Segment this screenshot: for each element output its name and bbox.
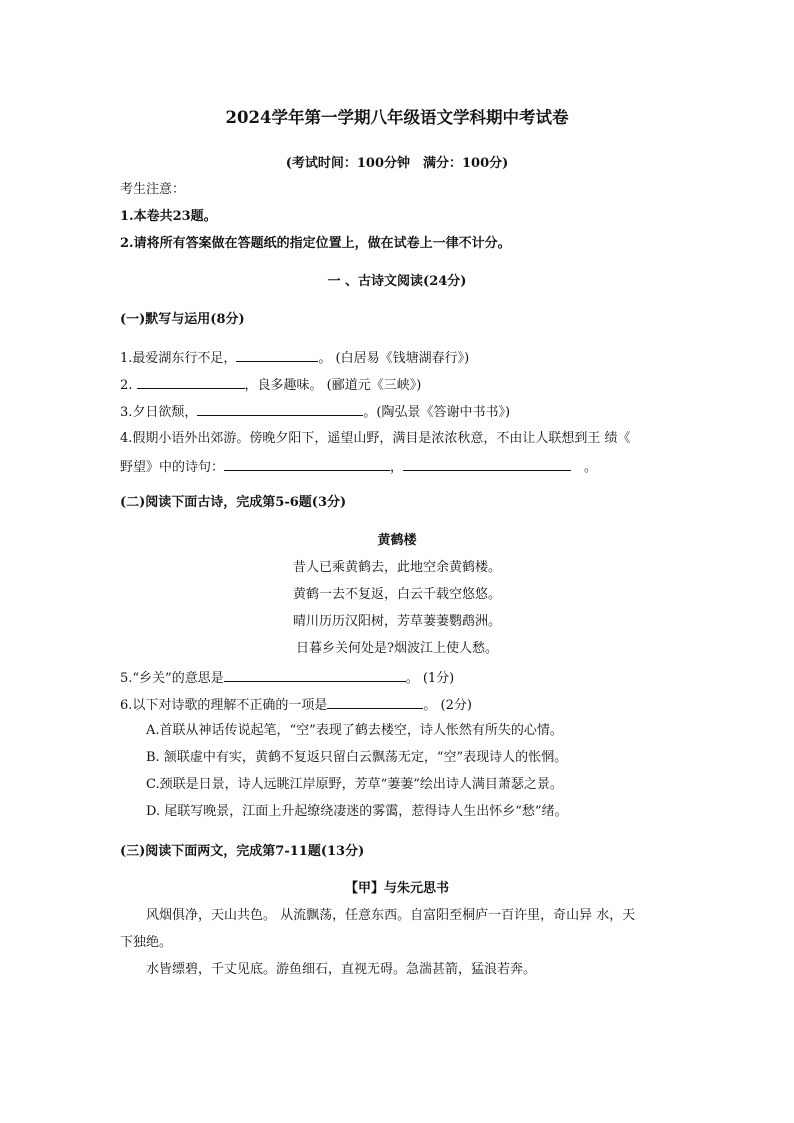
poem-title: 黄鹤楼 xyxy=(377,533,417,548)
text-a-para2: 水皆缥碧，千丈见底。游鱼细石，直视无碍。急湍甚箭，猛浪若奔。 xyxy=(146,962,537,977)
answer-blank-5[interactable] xyxy=(224,668,406,682)
poem-line-1: 昔人已乘黄鹤去，此地空余黄鹤楼。 xyxy=(292,560,501,575)
section1-heading: 一 、古诗文阅读(24分) xyxy=(327,274,467,289)
option-b: B. 颔联虚中有实，黄鹤不复返只留白云飘荡无定，“空”表现诗人的怅惘。 xyxy=(146,750,568,765)
question-4-comma: ， xyxy=(390,460,404,475)
option-c: C.颈联是日景，诗人远眺江岸原野，芳草“萋萋”绘出诗人满目萧瑟之景。 xyxy=(146,777,563,792)
question-4-line-1: 4.假期小语外出郊游。傍晚夕阳下，遥望山野，满目是浓浓秋意，不由让人联想到王 绩《 xyxy=(120,431,631,446)
notice-item-2: 2.请将所有答案做在答题纸的指定位置上，做在试卷上一律不计分。 xyxy=(120,236,511,251)
question-4-line-2 xyxy=(120,457,760,477)
answer-blank-4b[interactable] xyxy=(403,457,571,471)
notice-item-1: 1.本卷共23题。 xyxy=(120,209,217,224)
question-4-end: 。 xyxy=(584,460,598,475)
question-6-text: 6.以下对诗歌的理解不正确的一项是 xyxy=(120,698,328,713)
poem-line-2: 黄鹤一去不复返，白云千载空悠悠。 xyxy=(292,587,501,602)
question-2-text: ，良多趣味。 (郦道元《三峡》) xyxy=(244,378,422,393)
exam-title: 2024学年第一学期八年级语文学科期中考试卷 xyxy=(225,108,569,127)
answer-blank-2[interactable] xyxy=(137,375,245,389)
poem-line-4: 日暮乡关何处是?烟波江上使人愁。 xyxy=(296,641,498,656)
question-1 xyxy=(120,348,760,368)
question-5-score: 。 (1分) xyxy=(405,671,455,686)
question-1-source: 。 (白居易《钱塘湖春行》) xyxy=(318,351,470,366)
question-3-text: 3.夕日欲颓， xyxy=(120,405,198,420)
text-a-para1-line2: 下独绝。 xyxy=(120,935,173,950)
question-3-source: 。(陶弘景《答谢中书书》) xyxy=(363,405,511,420)
text-a-para1-line1: 风烟俱净，天山共色。 从流飘荡，任意东西。自富阳至桐庐一百许里，奇山异 水，天 xyxy=(146,908,636,923)
part3-heading: (三)阅读下面两文，完成第7-11题(13分) xyxy=(120,844,365,859)
question-2 xyxy=(120,375,760,395)
text-a-title: 【甲】与朱元思书 xyxy=(344,881,449,896)
question-6 xyxy=(120,695,760,715)
question-2-number: 2. xyxy=(120,378,133,393)
answer-blank-3[interactable] xyxy=(197,402,363,416)
question-5 xyxy=(120,668,760,688)
question-3 xyxy=(120,402,760,422)
question-4-text: 野望》中的诗句： xyxy=(120,460,225,475)
question-6-score: 。 (2分) xyxy=(423,698,472,713)
question-1-text: 1.最爱湖东行不足， xyxy=(120,351,237,366)
answer-blank-4a[interactable] xyxy=(224,457,390,471)
answer-blank-6[interactable] xyxy=(327,695,423,709)
option-d: D. 尾联写晚景，江面上升起缭绕凄迷的雾霭，惹得诗人生出怀乡“愁”绪。 xyxy=(146,804,568,819)
notice-heading: 考生注意： xyxy=(120,182,186,197)
exam-info: (考试时间：100分钟 满分：100分) xyxy=(285,156,509,171)
option-a: A.首联从神话传说起笔，“空”表现了鹤去楼空，诗人怅然有所失的心情。 xyxy=(146,723,563,738)
part1-heading: (一)默写与运用(8分) xyxy=(120,312,245,327)
question-5-text: 5.“乡关”的意思是 xyxy=(120,671,224,686)
part2-heading: (二)阅读下面古诗，完成第5-6题(3分) xyxy=(120,495,347,510)
answer-blank-1[interactable] xyxy=(236,348,318,362)
poem-line-3: 晴川历历汉阳树，芳草萋萋鹦鹉洲。 xyxy=(292,614,501,629)
